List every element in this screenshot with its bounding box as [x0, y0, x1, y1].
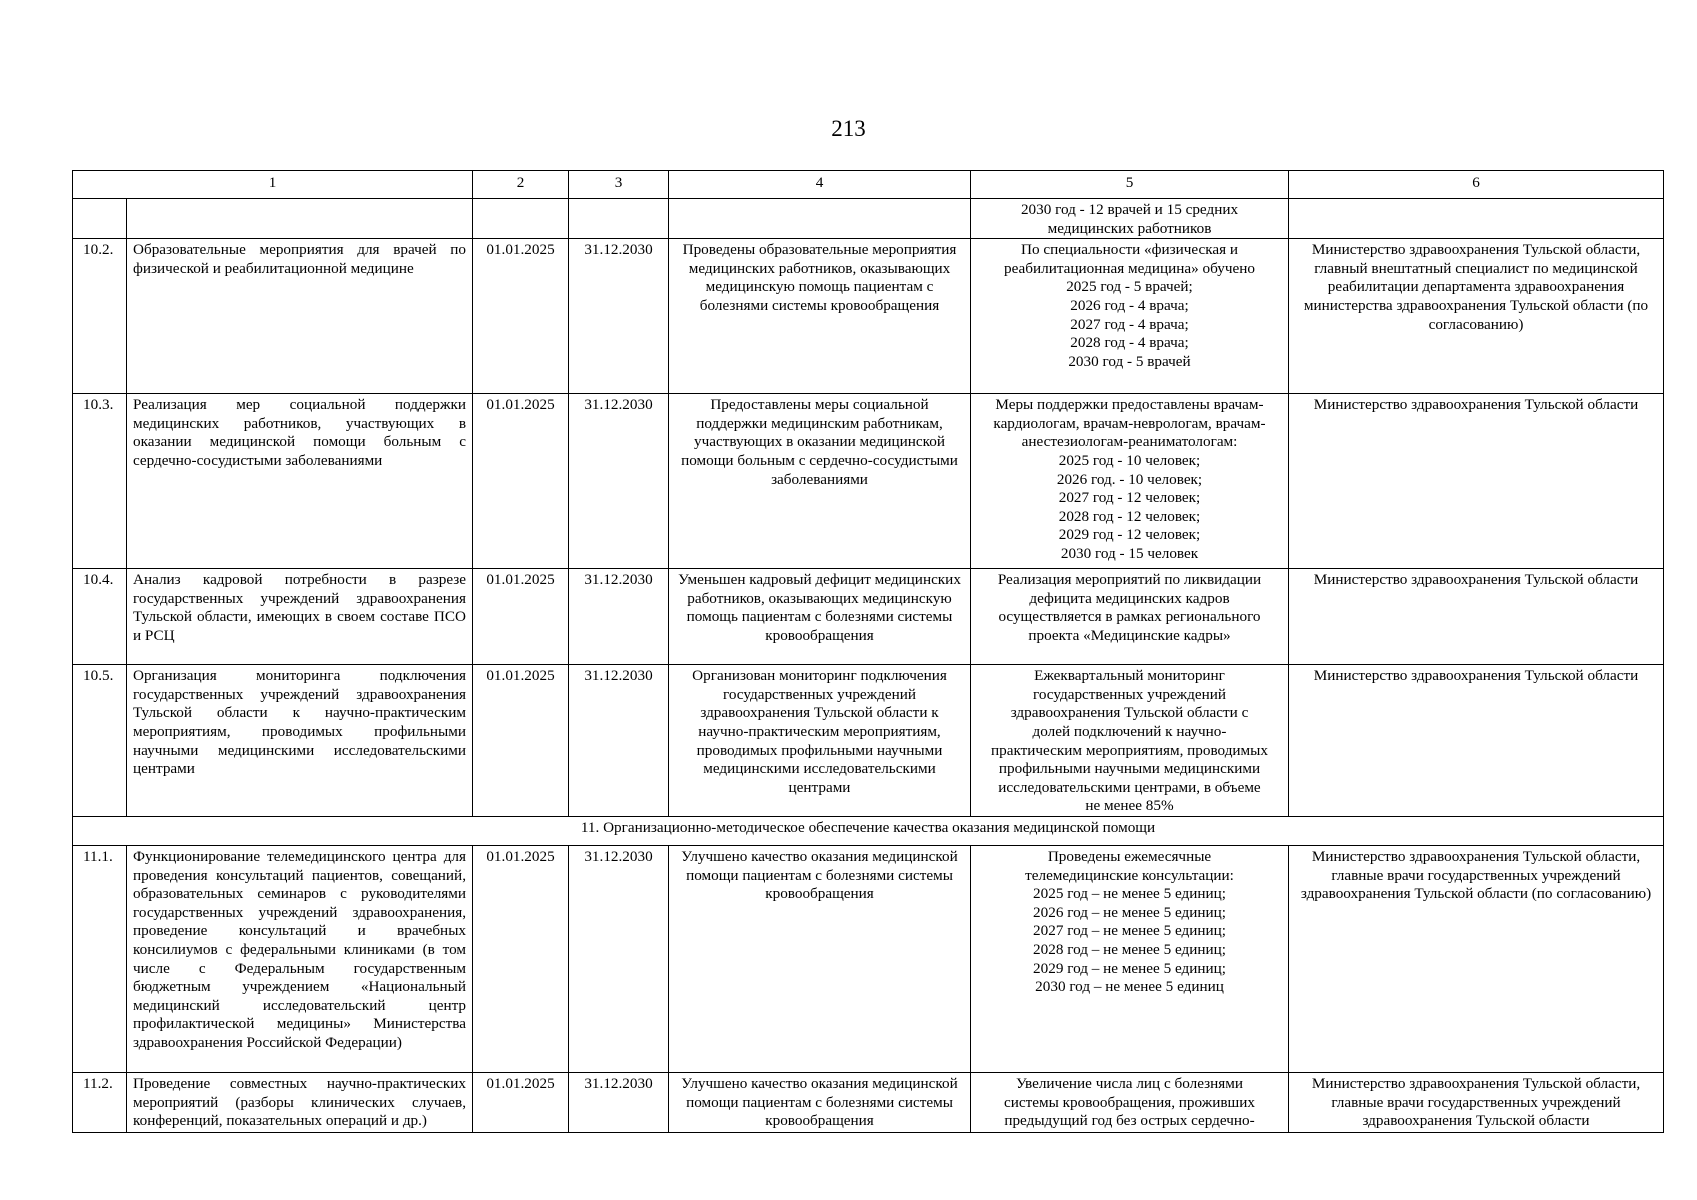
header-col-6: 6 [1289, 171, 1664, 199]
header-col-1: 1 [73, 171, 473, 199]
indicator-line: 2029 год – не менее 5 единиц; [1033, 959, 1226, 977]
measure-name: Проведение совместных научно-практических мероприятий (разборы клинических случаев, конференций, показательных операций и др.) [127, 1072, 473, 1132]
header-row [73, 171, 1664, 199]
expected-result: Предоставлены меры социальной поддержки медицинским работникам, участвующих в оказании медицинской помощи больным с сердечно-сосудистыми заболеваниями [669, 394, 971, 569]
indicator-line: исследовательскими центрами, в объеме [998, 778, 1261, 796]
header-col-5: 5 [971, 171, 1289, 199]
section-title: 11. Организационно-методическое обеспечение качества оказания медицинской помощи [73, 816, 1664, 845]
indicator-line: практическим мероприятиям, проводимых [991, 741, 1268, 759]
end-date: 31.12.2030 [569, 394, 669, 569]
end-date: 31.12.2030 [569, 569, 669, 665]
indicator-line: предыдущий год без острых сердечно- [1004, 1112, 1255, 1130]
indicator-line: кардиологам, врачам-неврологам, врачам- [993, 414, 1266, 432]
indicator-line: осуществляется в рамках регионального [998, 608, 1261, 626]
start-date: 01.01.2025 [473, 239, 569, 394]
start-date: 01.01.2025 [473, 394, 569, 569]
indicator-line: Меры поддержки предоставлены врачам- [995, 396, 1264, 414]
cell-indicator [971, 199, 1289, 239]
indicator-line: По специальности «физическая и [1021, 241, 1238, 259]
indicator-line: 2027 год – не менее 5 единиц; [1033, 922, 1226, 940]
indicator-line: системы кровообращения, проживших [1004, 1093, 1255, 1111]
indicator-line: долей подключений к научно- [1032, 722, 1227, 740]
page-number: 213 [831, 116, 866, 141]
indicator-line: не менее 85% [1085, 797, 1174, 815]
row-number: 10.5. [73, 665, 127, 817]
responsible: Министерство здравоохранения Тульской области [1289, 665, 1664, 817]
indicator-line: реабилитационная медицина» обучено [1004, 259, 1255, 277]
indicator-line: 2025 год - 10 человек; [1058, 451, 1201, 469]
header-col-4: 4 [669, 171, 971, 199]
indicator-line: 2027 год - 4 врача; [1070, 315, 1189, 333]
cell-end [569, 199, 669, 239]
indicator [971, 665, 1289, 817]
measure-name: Функционирование телемедицинского центра для проведения консультаций пациентов, совещаний, образовательных семинаров с руководителями государственных учреждений здравоохранения, проведение консультаций и врачебных консилиумов с федеральными клиниками (в том числе с Федеральным государственным бюджетным учреждением «Национальный медицинский исследовательский центр профилактической медицины» Министерства здравоохранения Российской Федерации) [127, 845, 473, 1072]
measure-name: Реализация мер социальной поддержки медицинских работников, участвующих в оказании медицинской помощи больным с сердечно-сосудистыми заболеваниями [127, 394, 473, 569]
indicator-line: 2028 год - 12 человек; [1058, 507, 1201, 525]
indicator-line: Ежеквартальный мониторинг [1034, 667, 1225, 685]
responsible: Министерство здравоохранения Тульской области, главный внештатный специалист по медицинской реабилитации департамента здравоохранения министерства здравоохранения Тульской области (по согласованию) [1289, 239, 1664, 394]
cell-responsible [1289, 199, 1664, 239]
indicator-line: Проведены ежемесячные [1047, 847, 1212, 865]
expected-result: Улучшено качество оказания медицинской помощи пациентам с болезнями системы кровообращения [669, 1072, 971, 1132]
indicator-line: Реализация мероприятий по ликвидации [997, 571, 1262, 589]
responsible: Министерство здравоохранения Тульской области, главные врачи государственных учреждений здравоохранения Тульской области [1289, 1072, 1664, 1132]
indicator [971, 239, 1289, 394]
indicator-line: 2030 год – не менее 5 единиц [1035, 978, 1224, 996]
header-col-3: 3 [569, 171, 669, 199]
indicator-line: 2030 год - 12 врачей и 15 средних [1020, 201, 1239, 218]
expected-result: Улучшено качество оказания медицинской помощи пациентам с болезнями системы кровообращения [669, 845, 971, 1072]
indicator [971, 569, 1289, 665]
indicator-line: 2030 год - 15 человек [1060, 544, 1199, 562]
row-number: 10.2. [73, 239, 127, 394]
row-number: 10.3. [73, 394, 127, 569]
indicator-line: профильными научными медицинскими [998, 760, 1261, 778]
row-number: 10.4. [73, 569, 127, 665]
table-row [73, 1072, 1664, 1132]
measure-name: Организация мониторинга подключения государственных учреждений здравоохранения Тульской области к научно-практическим мероприятиям, проводимых профильными научными медицинскими исследовательскими центрами [127, 665, 473, 817]
start-date: 01.01.2025 [473, 1072, 569, 1132]
carry-over-row [73, 199, 1664, 239]
expected-result: Уменьшен кадровый дефицит медицинских работников, оказывающих медицинскую помощь пациентам с болезнями системы кровообращения [669, 569, 971, 665]
responsible: Министерство здравоохранения Тульской области [1289, 394, 1664, 569]
table-row [73, 845, 1664, 1072]
cell-name [127, 199, 473, 239]
table-row [73, 239, 1664, 394]
indicator-line: государственных учреждений [1032, 685, 1227, 703]
indicator-line: проекта «Медицинские кадры» [1028, 626, 1231, 644]
indicator-line: медицинских работников [1047, 219, 1212, 237]
responsible: Министерство здравоохранения Тульской области, главные врачи государственных учреждений здравоохранения Тульской области (по согласованию) [1289, 845, 1664, 1072]
expected-result: Проведены образовательные мероприятия медицинских работников, оказывающих медицинскую помощь пациентам с болезнями системы кровообращения [669, 239, 971, 394]
cell-start [473, 199, 569, 239]
start-date: 01.01.2025 [473, 845, 569, 1072]
measure-name: Анализ кадровой потребности в разрезе государственных учреждений здравоохранения Тульской области, имеющих в своем составе ПСО и РСЦ [127, 569, 473, 665]
indicator-line: здравоохранения Тульской области с [1010, 704, 1249, 722]
measures-table [72, 170, 1664, 1133]
indicator [971, 394, 1289, 569]
indicator-line: 2028 год - 4 врача; [1070, 334, 1189, 352]
indicator [971, 845, 1289, 1072]
expected-result: Организован мониторинг подключения государственных учреждений здравоохранения Тульской области к научно-практическим мероприятиям, проводимых профильными научными медицинскими исследовательскими центрами [669, 665, 971, 817]
indicator-line: 2029 год - 12 человек; [1058, 526, 1201, 544]
indicator-line: 2026 год - 4 врача; [1070, 296, 1189, 314]
indicator-line: анестезиологам-реаниматологам: [1021, 433, 1238, 451]
section-row [73, 816, 1664, 845]
indicator-line: дефицита медицинских кадров [1029, 589, 1230, 607]
end-date: 31.12.2030 [569, 1072, 669, 1132]
end-date: 31.12.2030 [569, 665, 669, 817]
header-col-2: 2 [473, 171, 569, 199]
indicator-line: 2025 год - 5 врачей; [1066, 278, 1193, 296]
indicator-line: 2026 год. - 10 человек; [1056, 470, 1203, 488]
indicator-line: телемедицинские консультации: [1025, 866, 1234, 884]
indicator-line: 2025 год – не менее 5 единиц; [1033, 885, 1226, 903]
row-number: 11.2. [73, 1072, 127, 1132]
table-row [73, 665, 1664, 817]
start-date: 01.01.2025 [473, 665, 569, 817]
cell-num [73, 199, 127, 239]
indicator [971, 1072, 1289, 1132]
indicator-line: Увеличение числа лиц с болезнями [1015, 1074, 1243, 1092]
cell-result [669, 199, 971, 239]
indicator-line: 2027 год - 12 человек; [1058, 489, 1201, 507]
row-number: 11.1. [73, 845, 127, 1072]
start-date: 01.01.2025 [473, 569, 569, 665]
indicator-line: 2028 год – не менее 5 единиц; [1033, 940, 1226, 958]
responsible: Министерство здравоохранения Тульской области [1289, 569, 1664, 665]
indicator-line: 2026 год – не менее 5 единиц; [1033, 903, 1226, 921]
table-row [73, 569, 1664, 665]
end-date: 31.12.2030 [569, 239, 669, 394]
table-row [73, 394, 1664, 569]
indicator-line: 2030 год - 5 врачей [1068, 352, 1191, 370]
measure-name: Образовательные мероприятия для врачей по физической и реабилитационной медицине [127, 239, 473, 394]
end-date: 31.12.2030 [569, 845, 669, 1072]
